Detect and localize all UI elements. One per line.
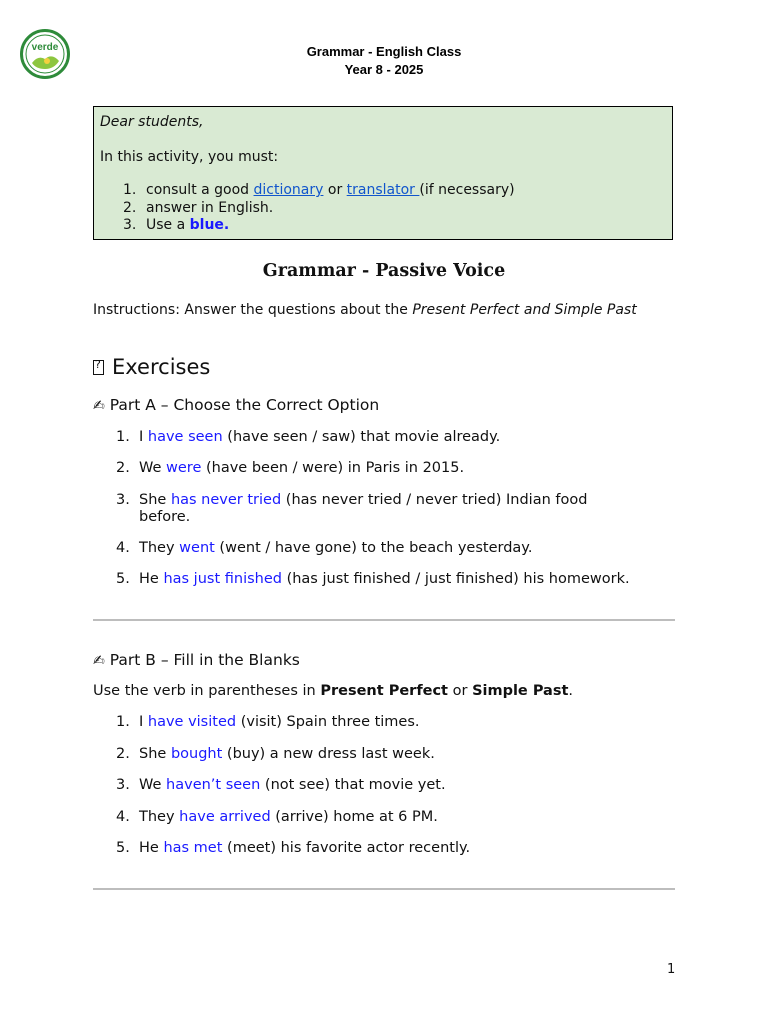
answer-text: has met [163,840,223,856]
answer-text: have seen [147,429,223,445]
notice-list [100,182,515,235]
worksheet-title: Grammar - Passive Voice [262,261,506,281]
svg-text:verde: verde [31,42,59,53]
notice-item: 2. answer in English. [123,199,274,216]
missing-glyph-icon [93,360,104,375]
section-divider [93,619,675,621]
answer-text: were [166,460,202,476]
notice-item: 1. consult a good dictionary or translator (if necessary) [123,182,515,198]
notice-intro: In this activity, you must: [100,149,279,165]
writing-hand-icon: ✍ [93,653,105,669]
exercises-heading: ?Exercises [93,355,210,379]
notice-item: 3. Use a blue. [123,217,230,233]
notice-greeting: Dear students, [100,114,204,130]
part-b-instructions: Use the verb in parentheses in Present Perfect or Simple Past. [93,683,574,699]
document-header-year: Year 8 - 2025 [344,62,424,77]
answer-text: went [179,540,215,556]
part-b-heading: ✍ Part B – Fill in the Blanks [93,651,300,669]
translator-link[interactable]: translator [346,182,420,198]
writing-hand-icon: ✍ [93,398,105,414]
document-header-title: Grammar - English Class [306,44,462,59]
answer-text: bought [170,746,223,762]
instructions-notice-box [93,106,673,240]
worksheet-instructions: Instructions: Answer the questions about the Present Perfect and Simple Past [93,302,637,318]
answer-text: has never tried [170,492,282,508]
answer-text: have visited [147,714,237,730]
page-number: 1 [667,962,676,977]
dictionary-link[interactable]: dictionary [253,182,324,198]
part-a-heading: ✍ Part A – Choose the Correct Option [93,396,380,414]
answer-text: has just finished [163,571,282,587]
section-divider [93,888,675,890]
answer-text: have arrived [179,809,271,825]
answer-text: haven’t seen [166,777,261,793]
